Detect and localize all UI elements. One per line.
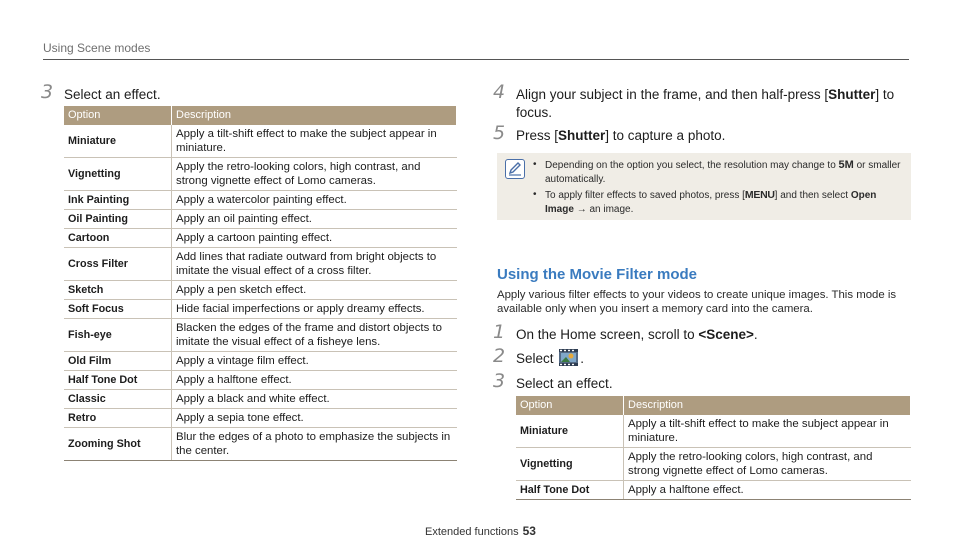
movie-filter-icon xyxy=(559,349,578,366)
option-cell: Ink Painting xyxy=(64,191,172,210)
description-cell: Apply a black and white effect. xyxy=(172,390,457,409)
description-cell: Apply a tilt-shift effect to make the subject appear in miniature. xyxy=(172,125,457,158)
left-step-3 xyxy=(41,81,161,104)
column-header-option: Option xyxy=(64,106,172,125)
page-number: 53 xyxy=(522,524,536,538)
step-text: Select xyxy=(516,351,554,366)
step-text-end: . xyxy=(580,351,585,366)
table-row xyxy=(64,409,457,428)
table-row xyxy=(516,415,911,448)
step-text: Select an effect. xyxy=(64,87,161,102)
description-cell: Add lines that radiate outward from bright objects to imitate the visual effect of a cross filter. xyxy=(172,248,457,281)
page-footer xyxy=(425,524,536,538)
scene-label: <Scene> xyxy=(698,327,754,342)
menu-key-icon: MENU xyxy=(744,189,775,201)
note-pencil-icon xyxy=(505,159,525,179)
option-cell: Fish-eye xyxy=(64,319,172,352)
step-text: Press [ xyxy=(516,128,559,143)
step-text-end: ] to capture a photo. xyxy=(605,128,726,143)
option-cell: Vignetting xyxy=(64,158,172,191)
step-number: 2 xyxy=(493,345,506,367)
note-text: To apply filter effects to saved photos, press [ xyxy=(545,190,745,201)
table-row xyxy=(64,158,457,191)
table-row xyxy=(64,371,457,390)
header-rule xyxy=(43,59,909,60)
column-header-option: Option xyxy=(516,396,624,415)
description-cell: Apply a pen sketch effect. xyxy=(172,281,457,300)
description-cell: Hide facial imperfections or apply dreamy effects. xyxy=(172,300,457,319)
description-cell: Apply a sepia tone effect. xyxy=(172,409,457,428)
right-step-4 xyxy=(493,81,911,122)
table-row xyxy=(64,428,457,461)
right-step-3 xyxy=(493,370,613,393)
column-header-description: Description xyxy=(172,106,457,125)
note-text: Depending on the option you select, the resolution may change to xyxy=(545,160,836,171)
description-cell: Apply a watercolor painting effect. xyxy=(172,191,457,210)
step-number: 3 xyxy=(41,81,54,103)
note-item xyxy=(533,188,903,217)
note-text: → an image. xyxy=(576,204,634,215)
table-row xyxy=(64,191,457,210)
description-cell: Apply a vintage film effect. xyxy=(172,352,457,371)
note-item xyxy=(533,158,903,187)
description-cell: Apply the retro-looking colors, high contrast, and strong vignette effect of Lomo cameras. xyxy=(172,158,457,191)
movie-effects-table xyxy=(516,396,911,500)
table-row xyxy=(64,125,457,158)
option-cell: Cartoon xyxy=(64,229,172,248)
step-text-end: ] to focus. xyxy=(516,87,895,120)
right-step-5 xyxy=(493,122,726,145)
step-text: Align your subject in the frame, and then half-press [ xyxy=(516,87,829,102)
section-title: Using the Movie Filter mode xyxy=(497,266,698,283)
shutter-key: Shutter xyxy=(828,87,876,102)
footer-label: Extended functions xyxy=(425,526,519,538)
option-cell: Classic xyxy=(64,390,172,409)
table-row xyxy=(64,210,457,229)
shutter-key: Shutter xyxy=(558,128,606,143)
step-number: 4 xyxy=(493,81,506,103)
table-row xyxy=(64,229,457,248)
description-cell: Blacken the edges of the frame and distort objects to imitate the visual effect of a fisheye lens. xyxy=(172,319,457,352)
table-row xyxy=(64,390,457,409)
option-cell: Half Tone Dot xyxy=(516,481,624,500)
description-cell: Apply a cartoon painting effect. xyxy=(172,229,457,248)
option-cell: Sketch xyxy=(64,281,172,300)
right-step-1 xyxy=(493,321,758,344)
table-row xyxy=(64,319,457,352)
step-text: Select an effect. xyxy=(516,376,613,391)
option-cell: Half Tone Dot xyxy=(64,371,172,390)
option-cell: Cross Filter xyxy=(64,248,172,281)
open-image-label: Open Image xyxy=(545,190,877,215)
description-cell: Apply a halftone effect. xyxy=(172,371,457,390)
table-row xyxy=(64,248,457,281)
table-row xyxy=(64,281,457,300)
option-cell: Soft Focus xyxy=(64,300,172,319)
description-cell: Apply an oil painting effect. xyxy=(172,210,457,229)
table-row xyxy=(64,352,457,371)
section-intro: Apply various filter effects to your videos to create unique images. This mode is available only when you insert a memory card into the camera. xyxy=(497,289,897,315)
option-cell: Old Film xyxy=(64,352,172,371)
table-row xyxy=(516,448,911,481)
option-cell: Vignetting xyxy=(516,448,624,481)
effects-table xyxy=(64,106,457,461)
right-step-2 xyxy=(493,345,585,368)
table-row xyxy=(516,481,911,500)
note-text: or smaller automatically. xyxy=(545,160,901,185)
step-text: On the Home screen, scroll to xyxy=(516,327,695,342)
description-cell: Blur the edges of a photo to emphasize the subjects in the center. xyxy=(172,428,457,461)
option-cell: Miniature xyxy=(64,125,172,158)
step-text-end: . xyxy=(753,327,758,342)
resolution-5m-icon: 5M xyxy=(838,159,854,171)
step-number: 1 xyxy=(493,321,506,343)
note-text: ] and then select xyxy=(774,190,849,201)
step-number: 3 xyxy=(493,370,506,392)
option-cell: Miniature xyxy=(516,415,624,448)
step-number: 5 xyxy=(493,122,506,144)
option-cell: Retro xyxy=(64,409,172,428)
section-header: Using Scene modes xyxy=(43,41,151,55)
column-header-description: Description xyxy=(624,396,911,415)
option-cell: Zooming Shot xyxy=(64,428,172,461)
note-list xyxy=(533,158,903,218)
note-box xyxy=(497,153,911,220)
description-cell: Apply a tilt-shift effect to make the subject appear in miniature. xyxy=(624,415,911,448)
option-cell: Oil Painting xyxy=(64,210,172,229)
description-cell: Apply the retro-looking colors, high contrast, and strong vignette effect of Lomo cameras. xyxy=(624,448,911,481)
description-cell: Apply a halftone effect. xyxy=(624,481,911,500)
table-row xyxy=(64,300,457,319)
